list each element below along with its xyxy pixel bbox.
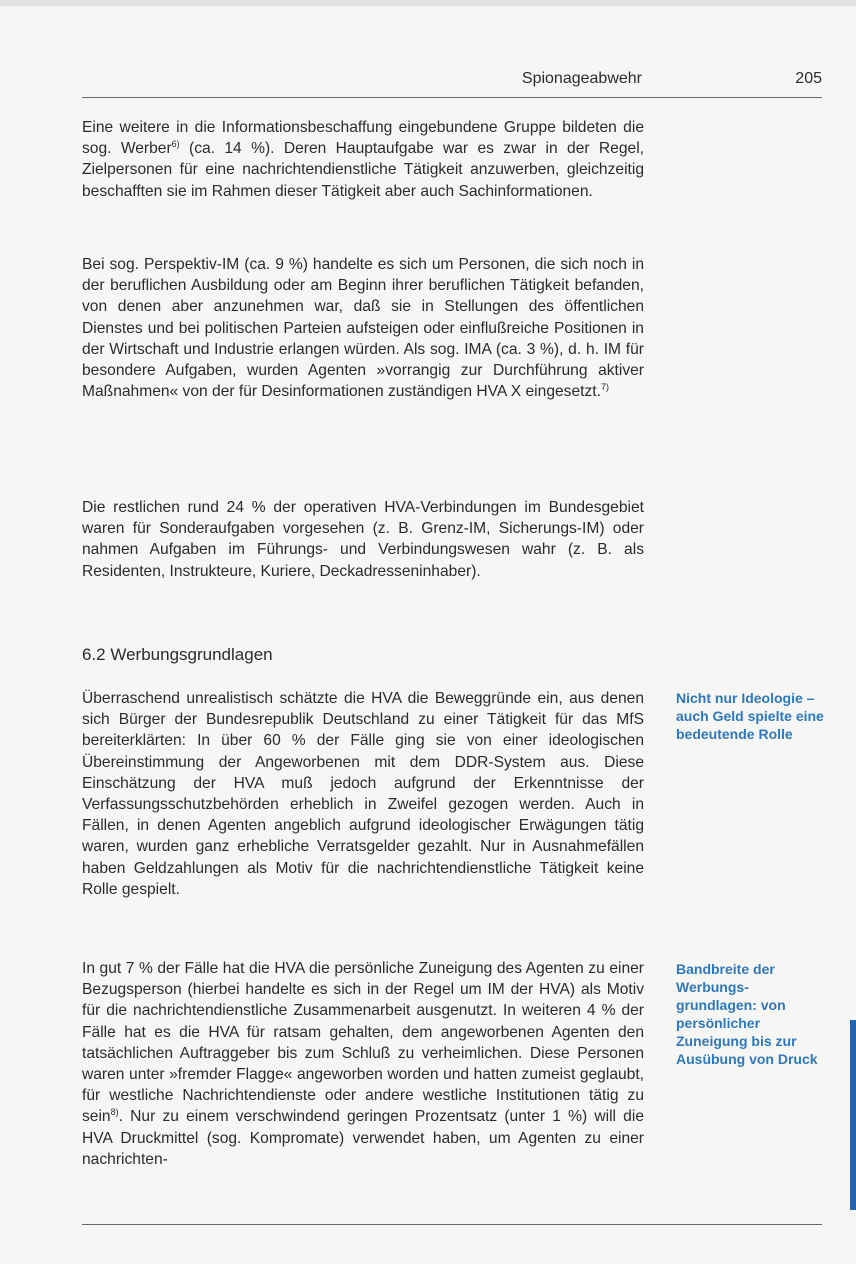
margin-note: Bandbreite der Werbungs-grundlagen: von persönlicher Zuneigung bis zur Ausübung von Druck bbox=[676, 961, 818, 1067]
paragraph: Überraschend unrealistisch schätzte die HVA die Beweggründe ein, aus denen sich Bürger der Bundesrepublik Deutschland zu einer Tätigkeit für das MfS bereiterklärten: In über 60 % der Fälle ging sie von einer ideologischen Übereinstimmung der Angeworbenen mit dem DDR-System aus. Diese Einschätzung der HVA muß jedoch aufgrund der Erkenntnisse der Verfassungsschutzbehörden erheblich in Zweifel gezogen werden. Auch in Fällen, in denen Agenten angeblich aufgrund ideologischer Erwägungen tätig waren, wurden ganz erhebliche Verratsgelder gezahlt. Nur in Ausnahmefällen haben Geldzahlungen als Motiv für die nachrichtendienstliche Tätigkeit keine Rolle gespielt. bbox=[82, 690, 644, 898]
footer-rule bbox=[82, 1224, 822, 1225]
header-rule bbox=[82, 97, 822, 98]
page-top-edge bbox=[0, 0, 856, 6]
running-header-title: Spionageabwehr bbox=[521, 70, 642, 87]
section-heading: 6.2 Werbungsgrundlagen bbox=[82, 645, 273, 664]
paragraph: Bei sog. Perspektiv-IM (ca. 9 %) handelte es sich um Personen, die sich noch in der beruflichen Ausbildung oder am Beginn ihrer beruflichen Tätigkeit befanden, von denen aber anzunehmen war, daß sie in Stellungen des öffentlichen Dienstes und bei politischen Parteien aufsteigen oder einflußreiche Positionen in der Wirtschaft und Industrie erlangen würden. Als sog. IMA (ca. 3 %), d. h. IM für besondere Aufgaben, wurden Agenten »vorrangig zur Durchführung aktiver Maßnahmen« von der für Desinformationen zuständigen HVA X eingesetzt.$^{7)}$ bbox=[82, 256, 644, 401]
paragraph: Die restlichen rund 24 % der operativen HVA-Verbindungen im Bundesgebiet waren für Sonderaufgaben vorgesehen (z. B. Grenz-IM, Sicherungs-IM) oder nahmen Aufgaben im Führungs- und Verbindungswesen wahr (z. B. als Residenten, Instrukteure, Kuriere, Deckadresseninhaber). bbox=[82, 499, 644, 580]
footnote-marker: 8) bbox=[110, 1107, 119, 1118]
footnote-marker: 7) bbox=[600, 382, 609, 393]
chapter-edge-tab bbox=[850, 1020, 856, 1210]
margin-note: Nicht nur Ideologie – auch Geld spielte eine bedeutende Rolle bbox=[676, 690, 824, 742]
paragraph: Eine weitere in die Informationsbeschaffung eingebundene Gruppe bildeten die sog. Werber$^{6)}$ (ca. 14 %). Deren Hauptaufgabe war es zwar in der Regel, Zielpersonen für eine nachrichtendienstliche Tätigkeit anzuwerben, gleichzeitig beschafften sie im Rahmen dieser Tätigkeit aber auch Sachinformationen. bbox=[82, 119, 644, 200]
page-number: 205 bbox=[795, 70, 822, 87]
footnote-marker: 6) bbox=[171, 139, 180, 150]
paragraph: In gut 7 % der Fälle hat die HVA die persönliche Zuneigung des Agenten zu einer Bezugsperson (hierbei handelte es sich in der Regel um IM der HVA) als Motiv für die nachrichtendienstliche Zusammenarbeit ausgenutzt. In weiteren 4 % der Fälle hat es die HVA für ratsam gehalten, dem angeworbenen Agenten den tatsächlichen Auftraggeber bis zum Schluß zu verheimlichen. Diese Personen waren unter »fremder Flagge« angeworben worden und hatten zumeist geglaubt, für westliche Nachrichtendienste oder andere westliche Institutionen tätig zu sein$^{8)}$. Nur zu einem verschwindend geringen Prozentsatz (unter 1 %) will die HVA Druckmittel (sog. Kompromate) verwendet haben, um Agenten zu einer nachrichten- bbox=[82, 960, 644, 1168]
